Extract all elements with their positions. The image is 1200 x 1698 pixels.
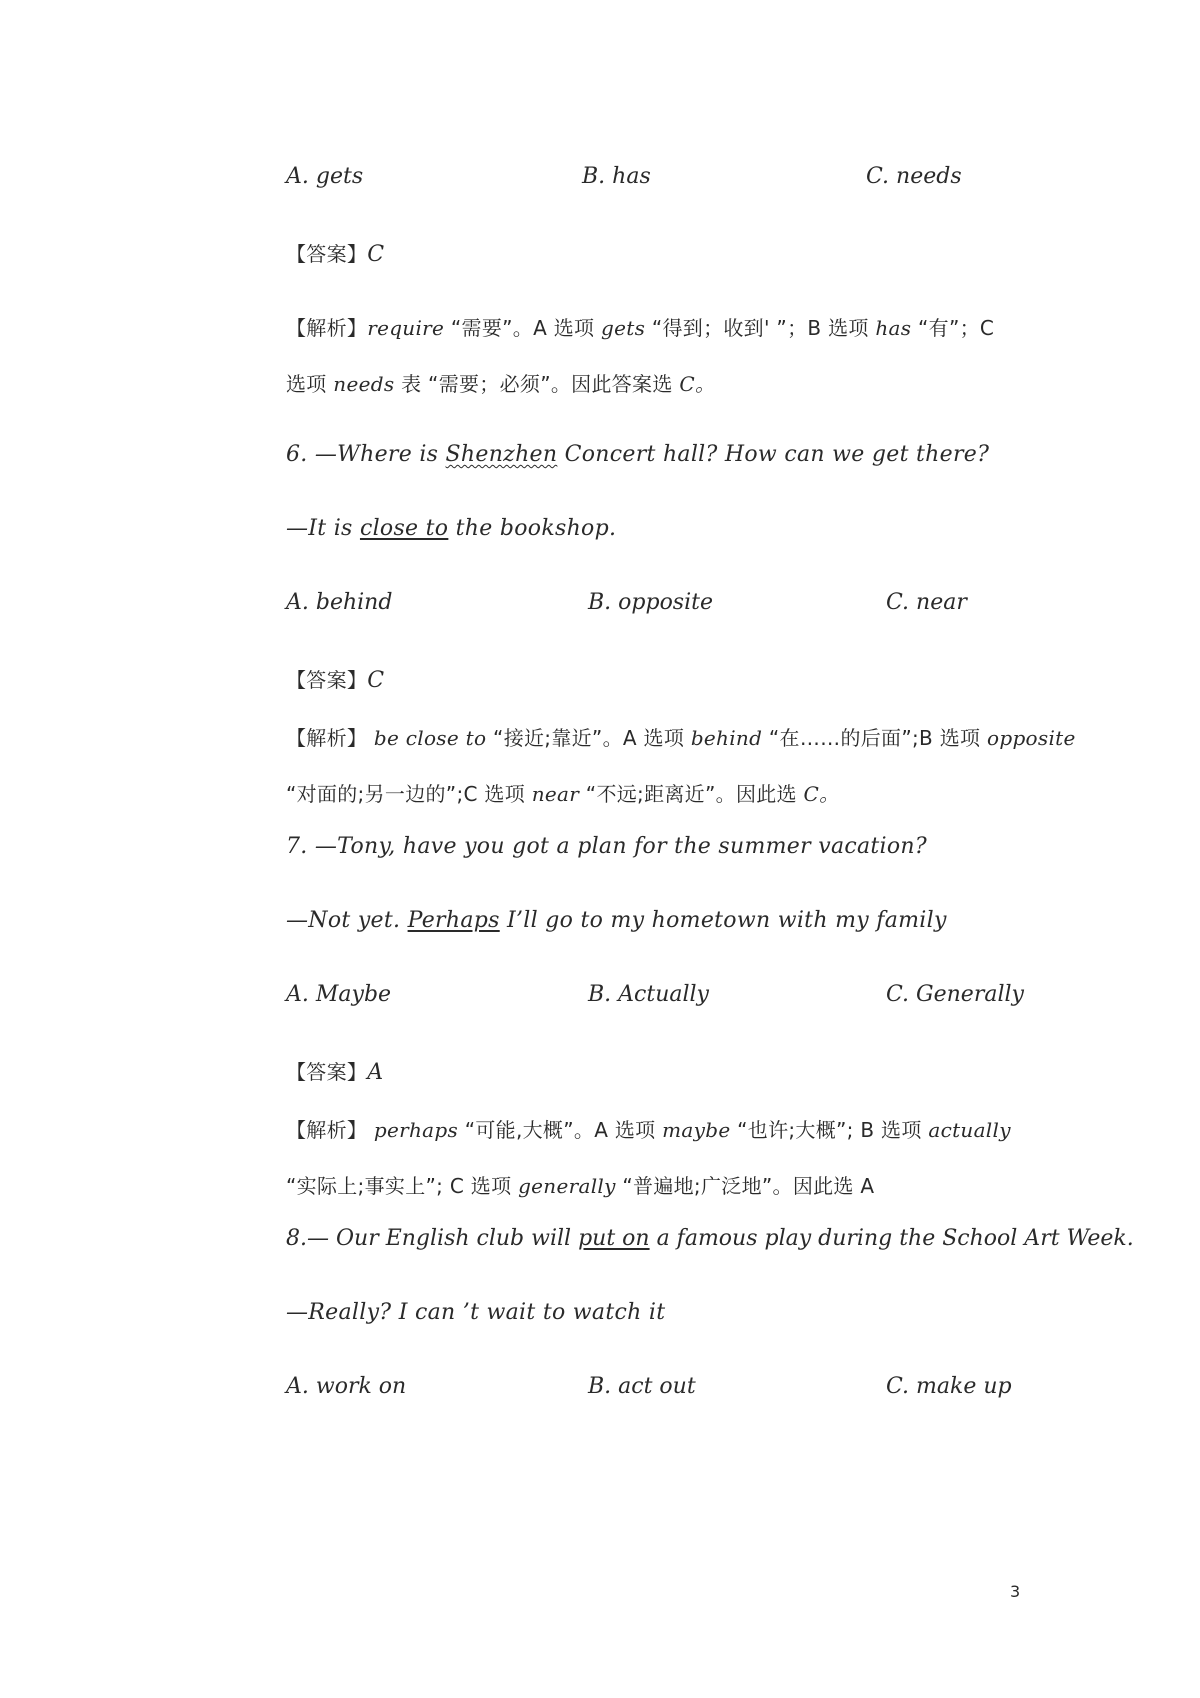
answer-tag: 【答案】 <box>286 1060 368 1084</box>
answer-tag: 【答案】 <box>286 242 368 266</box>
q8-question <box>286 1226 1134 1251</box>
analysis-tag: 【解析】 <box>286 1118 368 1142</box>
response-text: I’ll go to my hometown with my family <box>499 908 947 933</box>
analysis-term: maybe <box>662 1118 731 1142</box>
q5-option-b: B. has <box>582 164 651 189</box>
analysis-text: “普遍地;广泛地”。因此选 A <box>622 1174 875 1198</box>
analysis-term: behind <box>690 726 763 750</box>
q5-option-c: C. needs <box>866 164 962 189</box>
response-underlined-phrase: close to <box>359 516 449 541</box>
question-wavy-word: Shenzhen <box>445 442 558 467</box>
q8-option-a: A. work on <box>286 1374 407 1399</box>
analysis-text: 表 “需要；必须”。因此答案选 <box>401 372 673 396</box>
analysis-text: “实际上;事实上”; C 选项 <box>286 1174 512 1198</box>
question-text: 6. —Where is <box>286 442 446 467</box>
analysis-text: “需要”。A 选项 <box>450 316 595 340</box>
q7-option-a: A. Maybe <box>286 982 392 1007</box>
q6-option-a: A. behind <box>286 590 393 615</box>
page-number: 3 <box>1010 1582 1021 1601</box>
q6-response <box>286 516 616 541</box>
response-text: —It is <box>286 516 360 541</box>
analysis-text: “对面的;另一边的”;C 选项 <box>286 782 526 806</box>
response-underlined-word: Perhaps <box>407 908 500 933</box>
q6-analysis-line-2 <box>286 778 839 807</box>
analysis-text: “可能,大概”。A 选项 <box>464 1118 656 1142</box>
question-text: a famous play during the School Art Week. <box>649 1226 1134 1251</box>
analysis-text: “有”；C <box>917 316 995 340</box>
analysis-term: C。 <box>679 372 716 396</box>
analysis-text: “得到；收到' ”；B 选项 <box>651 316 869 340</box>
q7-analysis-line-1 <box>286 1114 1011 1143</box>
q5-analysis-line-1 <box>286 312 994 341</box>
q5-analysis-line-2 <box>286 368 715 397</box>
analysis-tag: 【解析】 <box>286 726 368 750</box>
analysis-term: opposite <box>987 726 1076 750</box>
response-text: the bookshop. <box>448 516 617 541</box>
q6-question <box>286 442 989 467</box>
analysis-term: needs <box>333 372 395 396</box>
analysis-tag: 【解析】 <box>286 316 368 340</box>
analysis-term: gets <box>601 316 646 340</box>
analysis-term: be close to <box>373 726 487 750</box>
analysis-text: “也许;大概”; B 选项 <box>737 1118 922 1142</box>
analysis-term: actually <box>928 1118 1011 1142</box>
q8-option-b: B. act out <box>588 1374 696 1399</box>
question-text: Concert hall? How can we get there? <box>557 442 990 467</box>
q8-response: —Really? I can ’t wait to watch it <box>286 1300 666 1325</box>
q7-option-c: C. Generally <box>886 982 1024 1007</box>
question-underlined-phrase: put on <box>578 1226 650 1251</box>
analysis-text: 选项 <box>286 372 327 396</box>
q6-option-c: C. near <box>886 590 967 615</box>
q8-option-c: C. make up <box>886 1374 1012 1399</box>
analysis-text: “在……的后面”;B 选项 <box>768 726 981 750</box>
answer-value: A <box>367 1060 384 1085</box>
q5-answer <box>286 238 384 267</box>
response-text: —Not yet. <box>286 908 408 933</box>
answer-tag: 【答案】 <box>286 668 368 692</box>
q7-answer <box>286 1056 383 1085</box>
q7-question: 7. —Tony, have you got a plan for the summer vacation? <box>286 834 927 859</box>
analysis-term: require <box>367 316 445 340</box>
analysis-term: near <box>531 782 580 806</box>
q6-option-b: B. opposite <box>588 590 713 615</box>
analysis-term: perhaps <box>373 1118 459 1142</box>
question-text: 8.— Our English club will <box>286 1226 579 1251</box>
q5-option-a: A. gets <box>286 164 364 189</box>
answer-value: C <box>367 668 385 693</box>
analysis-term: has <box>875 316 912 340</box>
q6-answer <box>286 664 384 693</box>
analysis-term: generally <box>518 1174 616 1198</box>
analysis-text: “不远;距离近”。因此选 <box>585 782 797 806</box>
answer-value: C <box>367 242 385 267</box>
q7-response <box>286 908 947 933</box>
q7-option-b: B. Actually <box>588 982 709 1007</box>
analysis-text: “接近;靠近”。A 选项 <box>493 726 685 750</box>
q6-analysis-line-1 <box>286 722 1076 751</box>
analysis-term: C。 <box>803 782 840 806</box>
q7-analysis-line-2 <box>286 1170 874 1199</box>
